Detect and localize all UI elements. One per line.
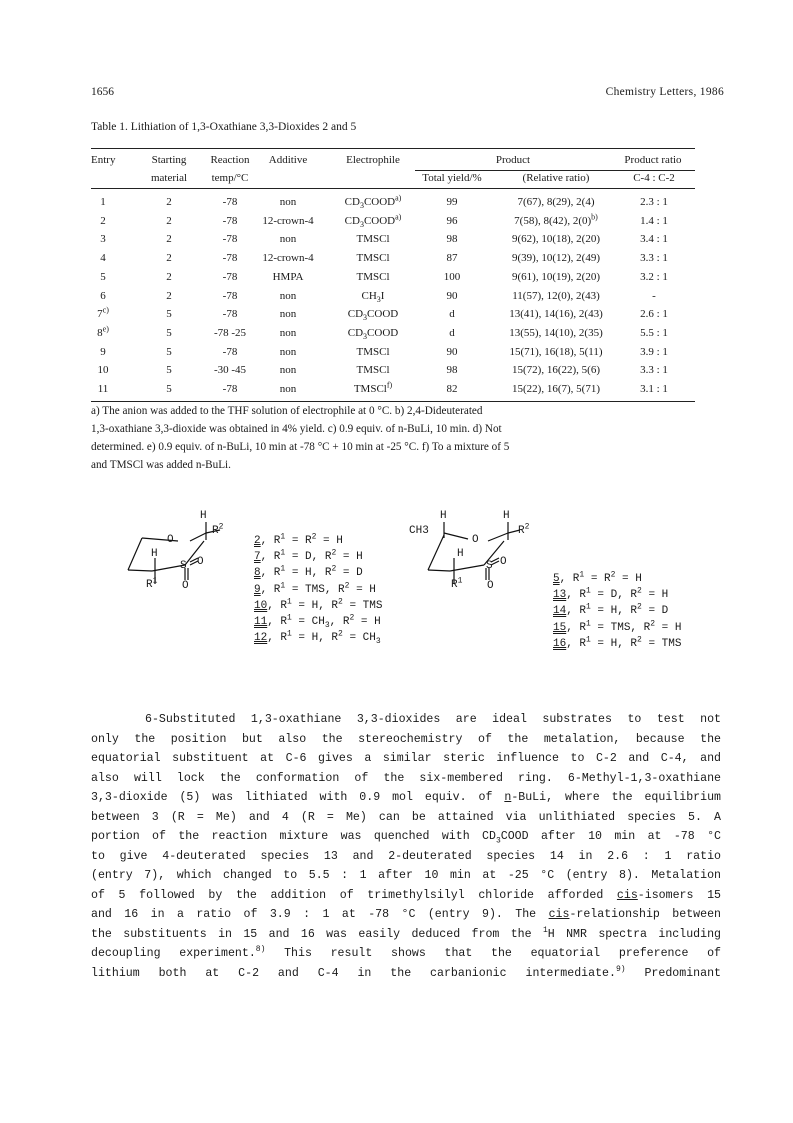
compound-label: 5, $R^1 = R^2 = H$ (553, 570, 642, 585)
body-line: and 16 in a ratio of 3.9 : 1 at -78 °C (entry 9). The cis-relationship between (91, 908, 721, 921)
cell-temp: -78 (222, 345, 238, 358)
body-line: 6-Substituted 1,3-oxathiane 3,3-dioxides are ideal substrates to test not (145, 713, 721, 726)
page-number: 1656 (91, 86, 114, 98)
cell-entry: 2 (100, 214, 106, 227)
body-paragraph (91, 710, 721, 983)
cell-ratio: 2.3 : 1 (640, 196, 668, 208)
cell-products: 13(41), 14(16), 2(43) (509, 308, 603, 321)
cell-material: 2 (166, 233, 172, 246)
cell-ratio: 3.4 : 1 (640, 233, 668, 246)
cell-additive: 12-crown-4 (262, 252, 314, 265)
cell-products: 11(57), 12(0), 2(43) (512, 289, 600, 302)
cell-temp: -78 (222, 214, 238, 227)
cell-temp: -30 -45 (213, 364, 247, 377)
cell-electrophile: TMSCl$^{f)}$ (353, 380, 393, 395)
header-product-ratio: Product ratio (624, 154, 682, 166)
atom-r1: $R^1$ (451, 576, 463, 591)
cell-temp: -78 (222, 383, 238, 395)
body-line: between 3 (R = Me) and 4 (R = Me) can be attained via unlithiated species 5. A (91, 810, 721, 824)
cell-additive: non (279, 308, 297, 321)
cell-ratio: 3.9 : 1 (640, 345, 668, 358)
compound-label: 9, $R^1$ = TMS, $R^2 = H$ (254, 580, 376, 596)
body-line: only the position but also the stereochemistry of the metalation, because the (91, 732, 721, 746)
cell-electrophile: $CD_3COOD^{a)}$ (344, 193, 402, 211)
cell-entry: 6 (100, 289, 106, 302)
oxathiane-structure-right (412, 508, 552, 598)
body-line: to give 4-deuterated species 13 and 2-deuterated species 14 in 2.6 : 1 ratio (91, 849, 721, 863)
cell-additive: non (279, 383, 297, 395)
cell-yield: 96 (446, 214, 458, 227)
cell-material: 2 (166, 252, 172, 265)
cell-yield: d (449, 308, 455, 321)
atom-s: S (486, 560, 493, 572)
table-footnotes (91, 402, 701, 474)
cell-products: 7(67), 8(29), 2(4) (517, 196, 595, 208)
cell-electrophile: TMSCl (356, 233, 390, 246)
cell-entry: 3 (100, 233, 106, 246)
atom-o-ring: O (167, 534, 174, 546)
cell-entry: 11 (97, 383, 109, 395)
header-material: material (150, 172, 188, 184)
cell-additive: non (279, 326, 297, 339)
footnote-line: 1,3-oxathiane 3,3-dioxide was obtained in 4% yield. c) 0.9 equiv. of n-BuLi, 10 min. d) Not (91, 423, 502, 435)
cell-yield: 90 (446, 345, 458, 358)
header-starting: Starting (151, 154, 187, 166)
atom-h-top-2: H (503, 510, 510, 522)
cell-material: 5 (166, 345, 172, 358)
atom-o-ring: O (472, 534, 479, 546)
atom-ch3: CH3 (409, 525, 429, 537)
header-subrule (415, 170, 695, 171)
header-relative-ratio: (Relative ratio) (522, 172, 590, 184)
compound-label: 15, $R^1$ = TMS, $R^2 = H$ (553, 618, 682, 634)
cell-yield: d (449, 326, 455, 339)
atom-r2: $R^2$ (212, 522, 224, 537)
cell-electrophile: $CD_3COOD$ (347, 308, 399, 323)
footnote-line: and TMSCl was added n-BuLi. (91, 459, 231, 471)
cell-temp: -78 (222, 308, 238, 321)
body-line: (entry 7), which changed to 5.5 : 1 after 10 min at -25 °C (entry 8). Metalation (91, 869, 721, 882)
cell-products: 15(22), 16(7), 5(71) (512, 383, 600, 395)
cell-additive: non (279, 196, 297, 208)
cell-electrophile: $CD_3COOD$ (347, 326, 399, 342)
compound-label: 14, $R^1 = H$, $R^2 = D$ (553, 602, 669, 618)
cell-ratio: 3.3 : 1 (640, 364, 668, 377)
cell-additive: 12-crown-4 (262, 214, 314, 227)
cell-additive: non (279, 345, 297, 358)
compound-label: 7, $R^1 = D$, $R^2 = H$ (254, 548, 363, 564)
body-line: decoupling experiment.$^{8)}$ This result shows that the equatorial preference of (91, 945, 721, 960)
header-entry: Entry (91, 154, 116, 166)
cell-temp: -78 -25 (213, 326, 247, 339)
atom-o-bottom: O (487, 580, 494, 592)
cell-products: 15(71), 16(18), 5(11) (509, 345, 603, 358)
cell-material: 5 (166, 383, 172, 395)
table-caption: Table 1. Lithiation of 1,3-Oxathiane 3,3-Dioxides 2 and 5 (91, 121, 357, 133)
cell-entry: 1 (100, 196, 106, 208)
atom-h-mid: H (151, 548, 158, 560)
cell-electrophile: TMSCl (356, 345, 390, 358)
cell-entry: 7$^{c)}$ (97, 305, 109, 321)
cell-electrophile: $CD_3COOD^{a)}$ (344, 212, 402, 229)
body-line: equatorial substituent at C-6 gives a similar steric influence to C-2 and C-4, and (91, 752, 721, 765)
header-electrophile: Electrophile (346, 154, 400, 166)
cell-material: 2 (166, 270, 172, 283)
cell-yield: 98 (446, 364, 458, 377)
cell-products: 9(61), 10(19), 2(20) (512, 270, 600, 283)
body-line: the substituents in 15 and 16 was easily deduced from the $^1$H NMR spectra including (91, 925, 721, 941)
cell-material: 5 (166, 326, 172, 339)
atom-h-mid: H (457, 548, 464, 560)
compound-label: 8, $R^1 = H$, $R^2 = D$ (254, 564, 363, 580)
cell-additive: non (279, 364, 297, 377)
body-line: also will lock the conformation of the six-membered ring. 6-Methyl-1,3-oxathiane (91, 771, 721, 785)
footnote-line: a) The anion was added to the THF solution of electrophile at 0 °C. b) 2,4-Dideuterated (91, 405, 483, 417)
cell-ratio: 3.3 : 1 (640, 252, 668, 265)
cell-entry: 4 (100, 252, 106, 265)
cell-material: 2 (166, 289, 172, 302)
atom-r1: $R^1$ (146, 576, 158, 591)
atom-o-bottom: O (182, 580, 189, 592)
atom-r2: $R^2$ (518, 522, 530, 537)
atom-s: S (180, 560, 187, 572)
cell-products: 9(39), 10(12), 2(49) (512, 252, 600, 265)
cell-temp: -78 (222, 196, 238, 208)
cell-entry: 8$^{e)}$ (97, 324, 109, 339)
cell-additive: non (279, 289, 297, 302)
cell-ratio: 3.1 : 1 (640, 383, 668, 395)
cell-ratio: 2.6 : 1 (640, 308, 668, 321)
cell-entry: 9 (100, 345, 106, 358)
cell-material: 2 (166, 214, 172, 227)
cell-ratio: 1.4 : 1 (640, 214, 668, 227)
cell-material: 5 (166, 364, 172, 377)
cell-entry: 10 (97, 364, 109, 377)
header-ratio-cols: C-4 : C-2 (633, 172, 675, 184)
cell-temp: -78 (222, 252, 238, 265)
cell-material: 5 (166, 308, 172, 321)
header-product: Product (495, 154, 531, 166)
cell-additive: HMPA (272, 270, 304, 283)
cell-products: 15(72), 16(22), 5(6) (512, 364, 600, 377)
cell-yield: 98 (446, 233, 458, 246)
compound-label: 2, $R^1 = R^2 = H$ (254, 532, 343, 547)
atom-h-top: H (200, 510, 207, 522)
cell-ratio: 5.5 : 1 (640, 326, 668, 339)
cell-material: 2 (166, 196, 172, 208)
cell-yield: 82 (446, 383, 458, 395)
cell-entry: 5 (100, 270, 106, 283)
body-line: lithium both at C-2 and C-4 in the carbanionic intermediate.$^{9)}$ Predominant (91, 964, 721, 980)
compound-label: 11, $R^1 = CH_3$, $R^2 = H$ (254, 613, 381, 631)
header-total-yield: Total yield/% (422, 172, 482, 184)
header-reaction: Reaction (210, 154, 250, 166)
journal-header: Chemistry Letters, 1986 (605, 86, 724, 98)
compound-label: 13, $R^1 = D$, $R^2 = H$ (553, 586, 669, 602)
cell-temp: -78 (222, 270, 238, 283)
compound-label: 16, $R^1 = H$, $R^2$ = TMS (553, 635, 682, 650)
cell-electrophile: TMSCl (356, 252, 390, 265)
cell-yield: 90 (446, 289, 458, 302)
footnote-line: determined. e) 0.9 equiv. of n-BuLi, 10 min at -78 °C + 10 min at -25 °C. f) To a mixture of 5 (91, 441, 510, 453)
table-header-rule (91, 188, 695, 189)
cell-temp: -78 (222, 233, 238, 246)
body-line: portion of the reaction mixture was quenched with $CD_3COOD$ after 10 min at -78 °C (91, 830, 721, 846)
cell-ratio: - (652, 289, 656, 302)
atom-so: O (197, 556, 204, 568)
cell-ratio: 3.2 : 1 (640, 270, 668, 283)
cell-additive: non (279, 233, 297, 246)
cell-products: 7(58), 8(42), $2(0)^{b)}$ (514, 212, 598, 227)
cell-electrophile: $CH_3I$ (361, 289, 385, 304)
body-line: of 5 followed by the addition of trimethylsilyl chloride afforded cis-isomers 15 (91, 888, 722, 902)
header-additive: Additive (268, 154, 308, 166)
table-top-rule (91, 148, 695, 149)
atom-h-top-1: H (440, 510, 447, 522)
compound-label: 12, $R^1 = H$, $R^2 = CH_3$ (254, 629, 381, 647)
cell-products: 13(55), 14(10), 2(35) (509, 326, 603, 339)
body-line: 3,3-dioxide (5) was lithiated with 0.9 mol equiv. of n-BuLi, where the equilibrium (91, 791, 721, 804)
results-table (91, 148, 695, 393)
atom-so: O (500, 556, 507, 568)
header-temp: temp/°C (211, 172, 249, 184)
cell-products: 9(62), 10(18), 2(20) (512, 233, 600, 246)
cell-yield: 99 (446, 196, 458, 208)
cell-electrophile: TMSCl (356, 270, 390, 283)
cell-electrophile: TMSCl (356, 364, 390, 377)
cell-temp: -78 (222, 289, 238, 302)
cell-yield: 87 (446, 252, 458, 265)
compound-label: 10, $R^1 = H$, $R^2$ = TMS (254, 597, 383, 612)
cell-yield: 100 (443, 270, 461, 283)
